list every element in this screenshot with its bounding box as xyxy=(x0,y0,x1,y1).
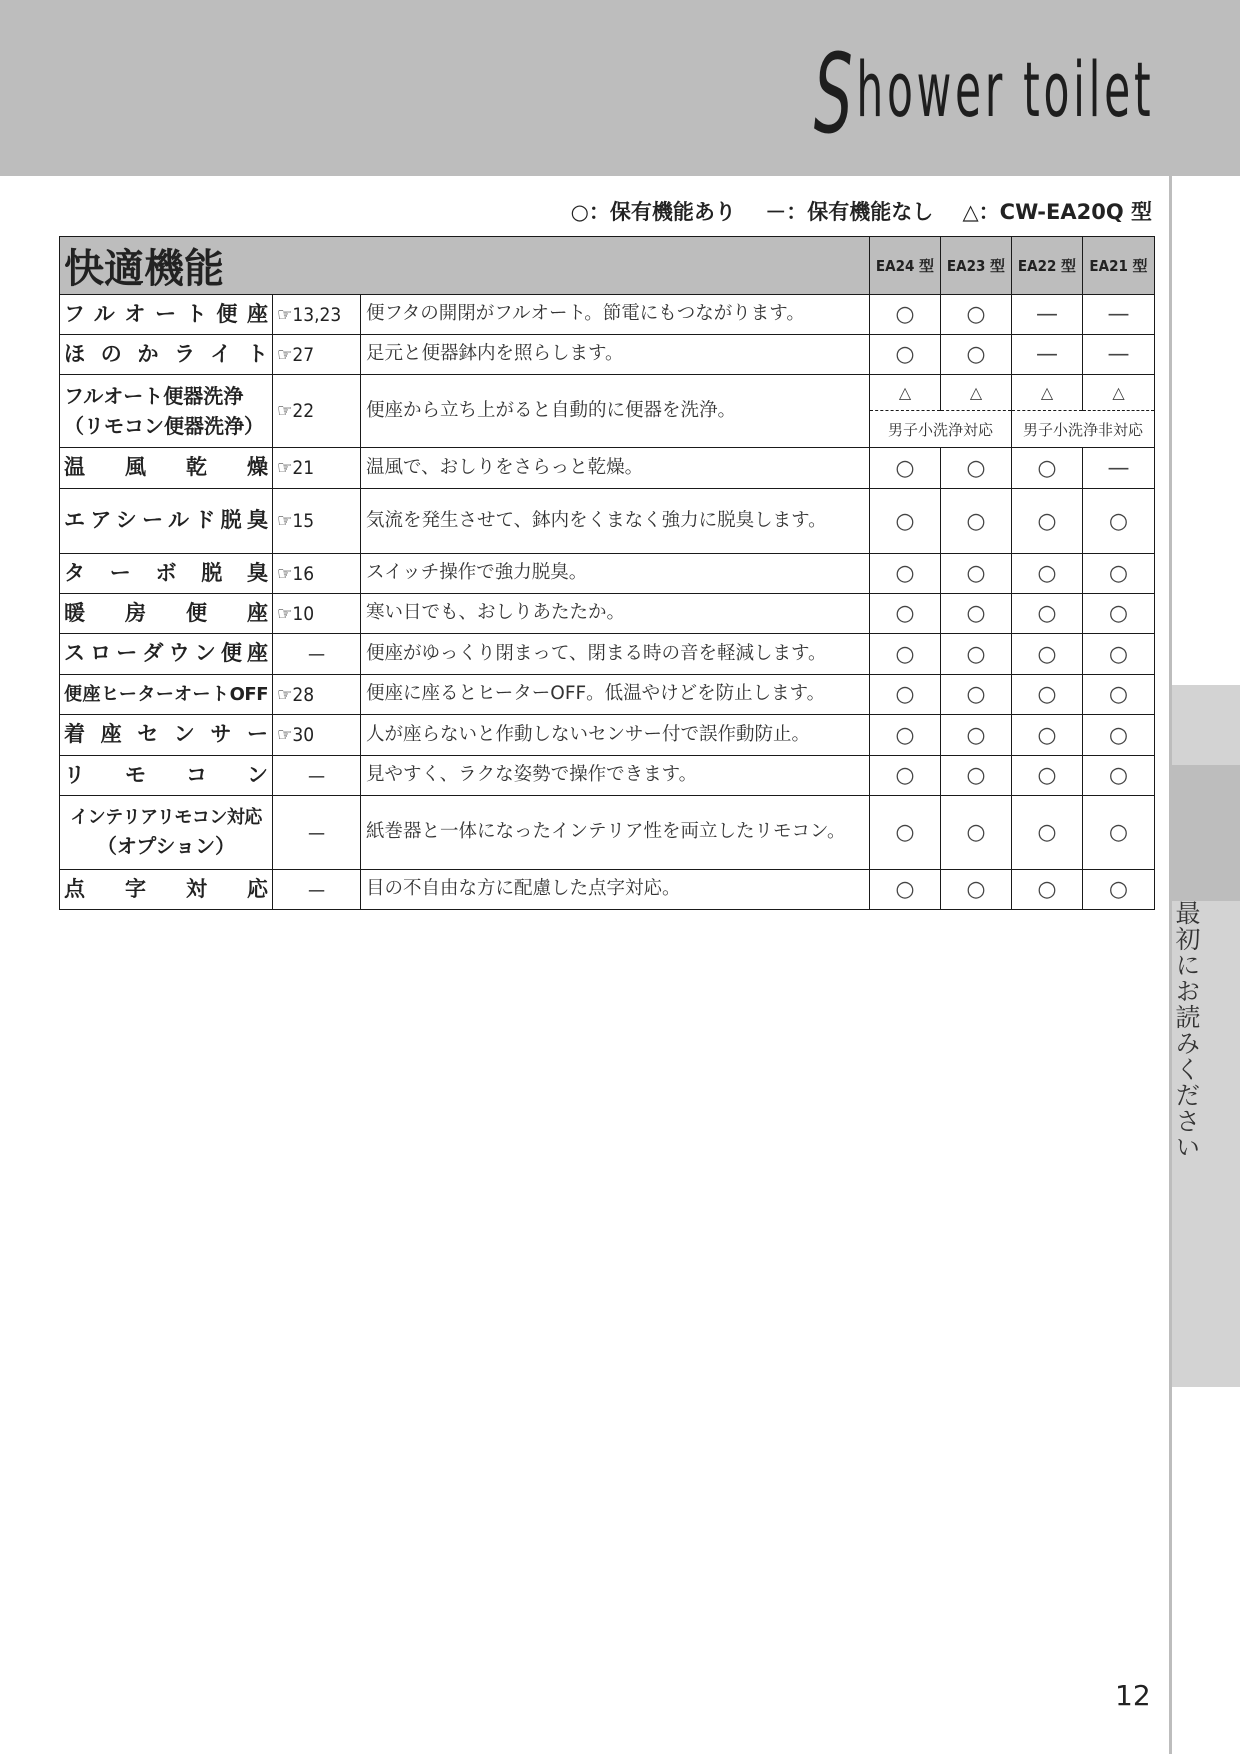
table-row xyxy=(60,634,1155,675)
mark: ○ xyxy=(1012,756,1083,796)
mark: △ xyxy=(1083,375,1155,411)
side-tab-label: 最初にお読みください xyxy=(1172,900,1201,1160)
mark: ○ xyxy=(1012,634,1083,675)
mark: ○ xyxy=(870,756,941,796)
table-row xyxy=(60,715,1155,756)
mark: ○ xyxy=(1012,554,1083,594)
feature-name: リモコン xyxy=(60,756,273,796)
mark: ○ xyxy=(941,335,1012,375)
mark: ○ xyxy=(870,489,941,554)
mark: ○ xyxy=(1083,594,1155,634)
mark: ○ xyxy=(941,634,1012,675)
header-banner xyxy=(0,0,1240,176)
feature-desc: 人が座らないと作動しないセンサー付で誤作動防止。 xyxy=(361,715,870,756)
mark: ○ xyxy=(1012,796,1083,870)
mark: ○ xyxy=(1012,594,1083,634)
mark: ○ xyxy=(941,675,1012,715)
page-ref: — xyxy=(273,796,361,870)
page-ref: — xyxy=(273,756,361,796)
mark: ○ xyxy=(870,796,941,870)
mark: ○ xyxy=(870,554,941,594)
table-row xyxy=(60,870,1155,910)
mark: ○ xyxy=(941,554,1012,594)
mark: △ xyxy=(941,375,1012,411)
model-header: EA23 型 xyxy=(941,237,1012,295)
mark: — xyxy=(1012,335,1083,375)
mark: — xyxy=(1083,448,1155,489)
feature-name: エアシールド脱臭 xyxy=(60,489,273,554)
mark: ○ xyxy=(1083,675,1155,715)
side-tab-segment-active xyxy=(1172,765,1240,901)
feature-name: 暖房便座 xyxy=(60,594,273,634)
feature-desc: 便フタの開閉がフルオート。節電にもつながります。 xyxy=(361,295,870,335)
comfort-features-table xyxy=(59,236,1155,910)
feature-desc: 気流を発生させて、鉢内をくまなく強力に脱臭します。 xyxy=(361,489,870,554)
model-header: EA22 型 xyxy=(1012,237,1083,295)
mark: ○ xyxy=(870,448,941,489)
table-row xyxy=(60,796,1155,870)
mark: — xyxy=(1083,295,1155,335)
page-ref: — xyxy=(273,870,361,910)
feature-name-line1: フルオート便器洗浄 xyxy=(64,384,244,408)
page-ref: ☞27 xyxy=(273,335,361,375)
feature-name xyxy=(60,375,273,448)
feature-desc: 見やすく、ラクな姿勢で操作できます。 xyxy=(361,756,870,796)
mark: ○ xyxy=(1083,554,1155,594)
model-header: EA24 型 xyxy=(870,237,941,295)
table-row xyxy=(60,675,1155,715)
page-ref: ☞22 xyxy=(273,375,361,448)
legend-triangle: △：CW-EA20Q 型 xyxy=(962,200,1152,224)
feature-name: フルオート便座 xyxy=(60,295,273,335)
page-ref: — xyxy=(273,634,361,675)
mark: ○ xyxy=(941,715,1012,756)
feature-desc: スイッチ操作で強力脱臭。 xyxy=(361,554,870,594)
mark: ○ xyxy=(870,870,941,910)
mark: ○ xyxy=(870,295,941,335)
mark: ○ xyxy=(1083,715,1155,756)
page-ref: ☞10 xyxy=(273,594,361,634)
model-header: EA21 型 xyxy=(1083,237,1155,295)
symbol-legend xyxy=(549,196,1152,226)
table-row xyxy=(60,756,1155,796)
mark: ○ xyxy=(941,448,1012,489)
mark: ○ xyxy=(1012,870,1083,910)
mark: ○ xyxy=(1083,634,1155,675)
mark: ○ xyxy=(1083,756,1155,796)
page-ref: ☞21 xyxy=(273,448,361,489)
mark: ○ xyxy=(941,756,1012,796)
table-row xyxy=(60,594,1155,634)
mark: ○ xyxy=(1083,870,1155,910)
mark: △ xyxy=(1012,375,1083,411)
table-row xyxy=(60,295,1155,335)
mark: ○ xyxy=(941,594,1012,634)
mark: △ xyxy=(870,375,941,411)
feature-name-line2: （リモコン便器洗浄） xyxy=(64,414,264,438)
table-row xyxy=(60,489,1155,554)
mark: ○ xyxy=(870,634,941,675)
brand-logo xyxy=(813,14,1154,158)
feature-name-line1: インテリアリモコン対応 xyxy=(70,807,262,828)
mark: ○ xyxy=(870,594,941,634)
brand-rest: hower toilet xyxy=(856,45,1154,134)
feature-name: 点字対応 xyxy=(60,870,273,910)
mark: ○ xyxy=(870,335,941,375)
mark: ○ xyxy=(941,489,1012,554)
feature-desc: 温風で、おしりをさらっと乾燥。 xyxy=(361,448,870,489)
mark: — xyxy=(1083,335,1155,375)
mark: ○ xyxy=(1083,796,1155,870)
page-ref: ☞28 xyxy=(273,675,361,715)
mark: ○ xyxy=(870,675,941,715)
page-number: 12 xyxy=(1115,1679,1151,1712)
feature-name xyxy=(60,796,273,870)
sub-note: 男子小洗浄非対応 xyxy=(1012,411,1155,448)
feature-name: スローダウン便座 xyxy=(60,634,273,675)
legend-not-available: －：保有機能なし xyxy=(765,200,934,224)
feature-name-line2: （オプション） xyxy=(96,834,236,858)
feature-desc: 便座から立ち上がると自動的に便器を洗浄。 xyxy=(361,375,870,448)
table-row xyxy=(60,335,1155,375)
sub-note: 男子小洗浄対応 xyxy=(870,411,1012,448)
feature-name: ほのかライト xyxy=(60,335,273,375)
page-ref: ☞30 xyxy=(273,715,361,756)
page-ref: ☞13,23 xyxy=(273,295,361,335)
mark: ○ xyxy=(941,796,1012,870)
page-ref: ☞16 xyxy=(273,554,361,594)
mark: — xyxy=(1012,295,1083,335)
side-tab-segment xyxy=(1172,685,1240,765)
mark: ○ xyxy=(1012,448,1083,489)
mark: ○ xyxy=(1012,715,1083,756)
feature-desc: 足元と便器鉢内を照らします。 xyxy=(361,335,870,375)
mark: ○ xyxy=(941,295,1012,335)
mark: ○ xyxy=(1012,489,1083,554)
feature-desc: 寒い日でも、おしりあたたか。 xyxy=(361,594,870,634)
brand-initial: S xyxy=(813,30,857,158)
feature-desc: 目の不自由な方に配慮した点字対応。 xyxy=(361,870,870,910)
feature-desc: 紙巻器と一体になったインテリア性を両立したリモコン。 xyxy=(361,796,870,870)
page-ref: ☞15 xyxy=(273,489,361,554)
legend-available: ○：保有機能あり xyxy=(570,200,736,224)
feature-name: 便座ヒーターオートOFF xyxy=(60,675,273,715)
table-row xyxy=(60,375,1155,411)
table-title: 快適機能 xyxy=(60,237,870,295)
table-row xyxy=(60,554,1155,594)
feature-desc: 便座がゆっくり閉まって、閉まる時の音を軽減します。 xyxy=(361,634,870,675)
feature-name: ターボ脱臭 xyxy=(60,554,273,594)
table-header-row xyxy=(60,237,1155,295)
feature-name: 着座センサー xyxy=(60,715,273,756)
mark: ○ xyxy=(1083,489,1155,554)
mark: ○ xyxy=(870,715,941,756)
table-row xyxy=(60,448,1155,489)
feature-desc: 便座に座るとヒーターOFF。低温やけどを防止します。 xyxy=(361,675,870,715)
mark: ○ xyxy=(1012,675,1083,715)
feature-name: 温風乾燥 xyxy=(60,448,273,489)
mark: ○ xyxy=(941,870,1012,910)
